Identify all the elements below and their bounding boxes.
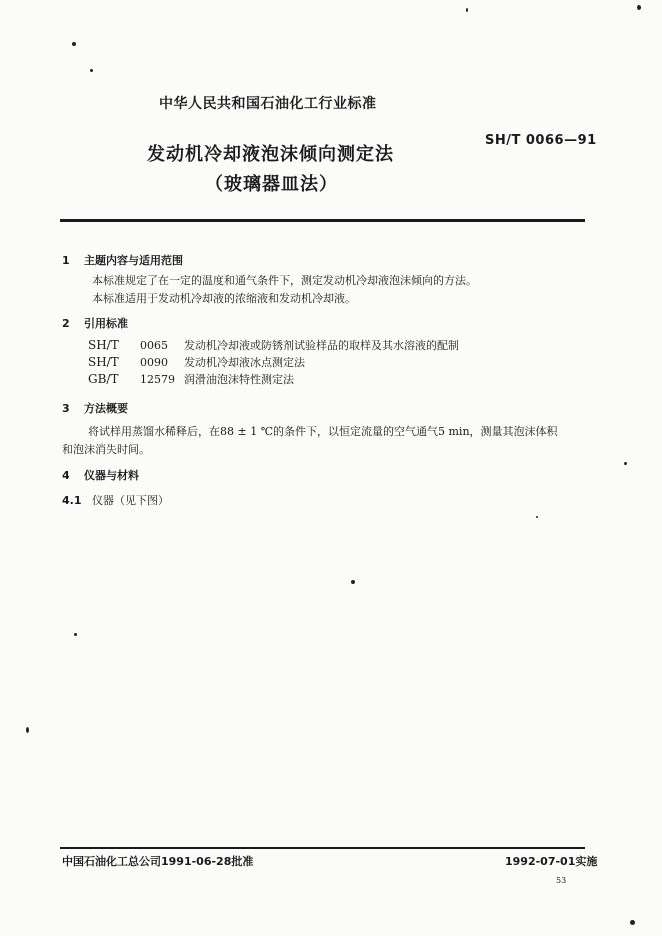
scan-speck	[637, 5, 641, 10]
reference-title: 发动机冷却液或防锈剂试验样品的取样及其水溶液的配制	[184, 339, 459, 352]
subsection-4-1	[62, 492, 169, 508]
section-title: 引用标准	[84, 317, 128, 330]
section-1-paragraph-2: 本标准适用于发动机冷却液的浓缩液和发动机冷却液。	[92, 292, 356, 305]
reference-number: 12579	[140, 373, 175, 386]
reference-code: SH/T	[88, 338, 119, 352]
reference-code: GB/T	[88, 372, 119, 386]
scan-speck	[630, 920, 635, 925]
approval-line: 中国石油化工总公司1991-06-28批准	[62, 855, 254, 868]
section-4-heading	[62, 467, 139, 483]
standard-code: SH/T 0066—91	[485, 133, 597, 148]
section-title: 主题内容与适用范围	[84, 254, 183, 267]
section-3-heading	[62, 400, 128, 416]
reference-title: 润滑油泡沫特性测定法	[184, 373, 294, 386]
scan-speck	[466, 8, 468, 12]
issuing-organization: 中华人民共和国石油化工行业标准	[159, 96, 377, 112]
section-number: 2	[62, 317, 70, 330]
subsection-number: 4.1	[62, 494, 82, 507]
reference-item	[88, 371, 294, 387]
reference-number: 0090	[140, 356, 168, 369]
section-number: 1	[62, 254, 70, 267]
footer-rule	[60, 847, 585, 849]
document-subtitle: （玻璃器皿法）	[205, 174, 338, 195]
section-1-heading	[62, 252, 183, 268]
section-title: 仪器与材料	[84, 469, 139, 482]
reference-code: SH/T	[88, 355, 119, 369]
reference-number: 0065	[140, 339, 168, 352]
effective-date: 1992-07-01实施	[505, 855, 598, 868]
section-number: 4	[62, 469, 70, 482]
subsection-text: 仪器（见下图）	[92, 494, 169, 507]
header-rule	[60, 219, 585, 222]
section-3-paragraph-line-1: 将试样用蒸馏水稀释后，在88 ± 1 ℃的条件下，以恒定流量的空气通气5 min，测量其泡沫体积	[88, 425, 558, 438]
scan-speck	[74, 633, 77, 636]
page-number: 53	[556, 876, 567, 885]
section-title: 方法概要	[84, 402, 128, 415]
document-title: 发动机冷却液泡沫倾向测定法	[147, 144, 394, 165]
scan-speck	[90, 69, 93, 72]
scan-speck	[26, 727, 29, 733]
section-number: 3	[62, 402, 70, 415]
reference-item	[88, 354, 305, 370]
section-2-heading	[62, 315, 128, 331]
scan-speck	[72, 42, 76, 46]
scan-speck	[536, 516, 538, 518]
reference-title: 发动机冷却液冰点测定法	[184, 356, 305, 369]
reference-item	[88, 337, 459, 353]
scan-speck	[624, 462, 627, 465]
scan-speck	[351, 580, 355, 584]
section-3-paragraph-line-2: 和泡沫消失时间。	[62, 443, 150, 456]
section-1-paragraph-1: 本标准规定了在一定的温度和通气条件下，测定发动机冷却液泡沫倾向的方法。	[92, 274, 477, 287]
